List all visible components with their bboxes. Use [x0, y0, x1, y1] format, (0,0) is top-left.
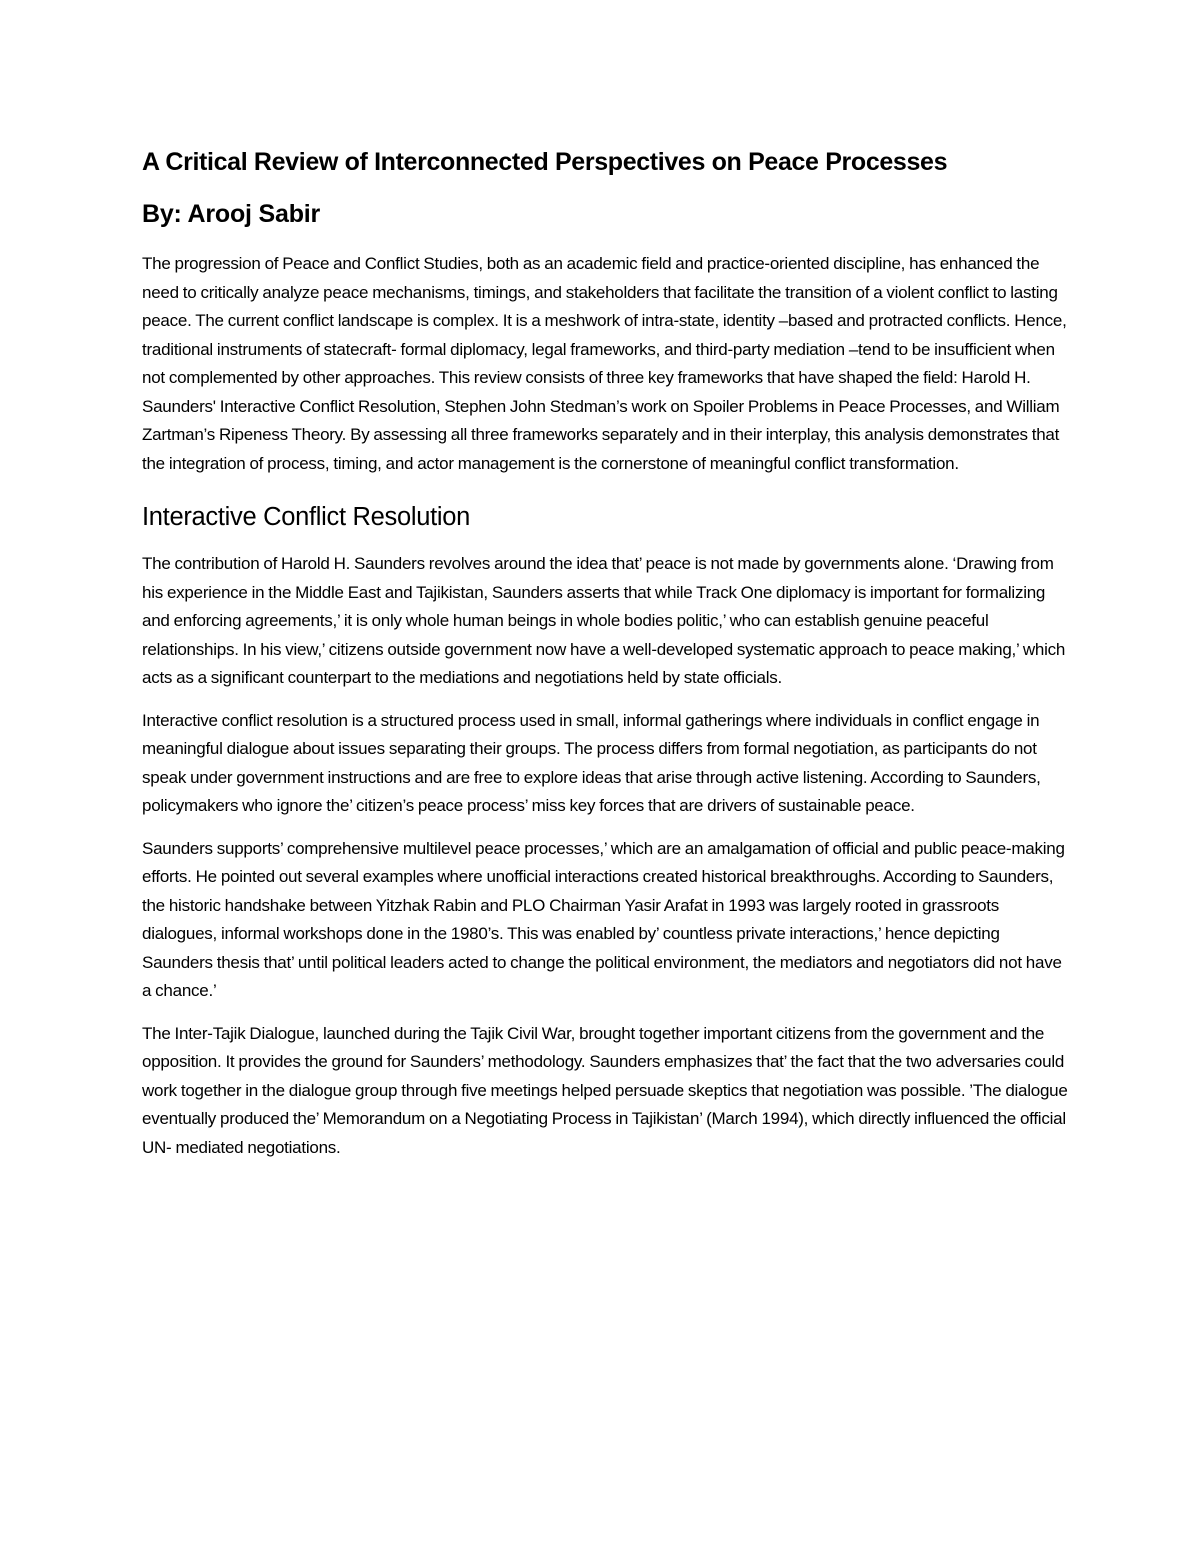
section-paragraph-3: Saunders supports’ comprehensive multilevel peace processes,’ which are an amalgamation of official and public peace-making efforts. He pointed out several examples where unofficial interactions created historical breakthroughs. According to Saunders, the historic handshake between Yitzhak Rabin and PLO Chairman Yasir Arafat in 1993 was largely rooted in grassroots dialogues, informal workshops done in the 1980’s. This was enabled by’ countless private interactions,’ hence depicting Saunders thesis that’ until political leaders acted to change the political environment, the mediators and negotiators did not have a chance.’: [142, 838, 1065, 1000]
document-title: A Critical Review of Interconnected Perspectives on Peace Processes: [142, 148, 948, 176]
intro-paragraph: The progression of Peace and Conflict Studies, both as an academic field and practice-oriented discipline, has enhanced the need to critically analyze peace mechanisms, timings, and stakeholders that facilitate the transition of a violent conflict to lasting peace. The current conflict landscape is complex. It is a meshwork of intra-state, identity –based and protracted conflicts. Hence, traditional instruments of statecraft- formal diplomacy, legal frameworks, and third-party mediation –tend to be insufficient when not complemented by other approaches. This review consists of three key frameworks that have shaped the field: Harold H. Saunders' Interactive Conflict Resolution, Stephen John Stedman’s work on Spoiler Problems in Peace Processes, and William Zartman’s Ripeness Theory. By assessing all three frameworks separately and in their interplay, this analysis demonstrates that the integration of process, timing, and actor management is the cornerstone of meaningful conflict transformation.: [142, 254, 1067, 473]
author-line: By: Arooj Sabir: [142, 200, 321, 228]
document-content: [142, 142, 1072, 1162]
section-body: [142, 550, 1072, 1162]
section-paragraph-1: The contribution of Harold H. Saunders revolves around the idea that’ peace is not made by governments alone. ‘Drawing from his experience in the Middle East and Tajikistan, Saunders asserts that while Track One diplomacy is important for formalizing and enforcing agreements,’ it is only whole human beings in whole bodies politic,’ who can establish genuine peaceful relationships. In his view,’ citizens outside government now have a well-developed systematic approach to peace making,’ which acts as a significant counterpart to the mediations and negotiations held by state officials.: [142, 554, 1066, 687]
section-paragraph-4: The Inter-Tajik Dialogue, launched during the Tajik Civil War, brought together important citizens from the government and the opposition. It provides the ground for Saunders’ methodology. Saunders emphasizes that’ the fact that the two adversaries could work together in the dialogue group through five meetings helped persuade skeptics that negotiation was possible. ’The dialogue eventually produced the’ Memorandum on a Negotiating Process in Tajikistan’ (March 1994), which directly influenced the official UN- mediated negotiations.: [142, 1023, 1068, 1157]
section-heading: Interactive Conflict Resolution: [142, 503, 471, 531]
section-paragraph-2: Interactive conflict resolution is a structured process used in small, informal gatherings where individuals in conflict engage in meaningful dialogue about issues separating their groups. The process differs from formal negotiation, as participants do not speak under government instructions and are free to explore ideas that arise through active listening. According to Saunders, policymakers who ignore the’ citizen’s peace process’ miss key forces that are drivers of sustainable peace.: [142, 710, 1041, 815]
